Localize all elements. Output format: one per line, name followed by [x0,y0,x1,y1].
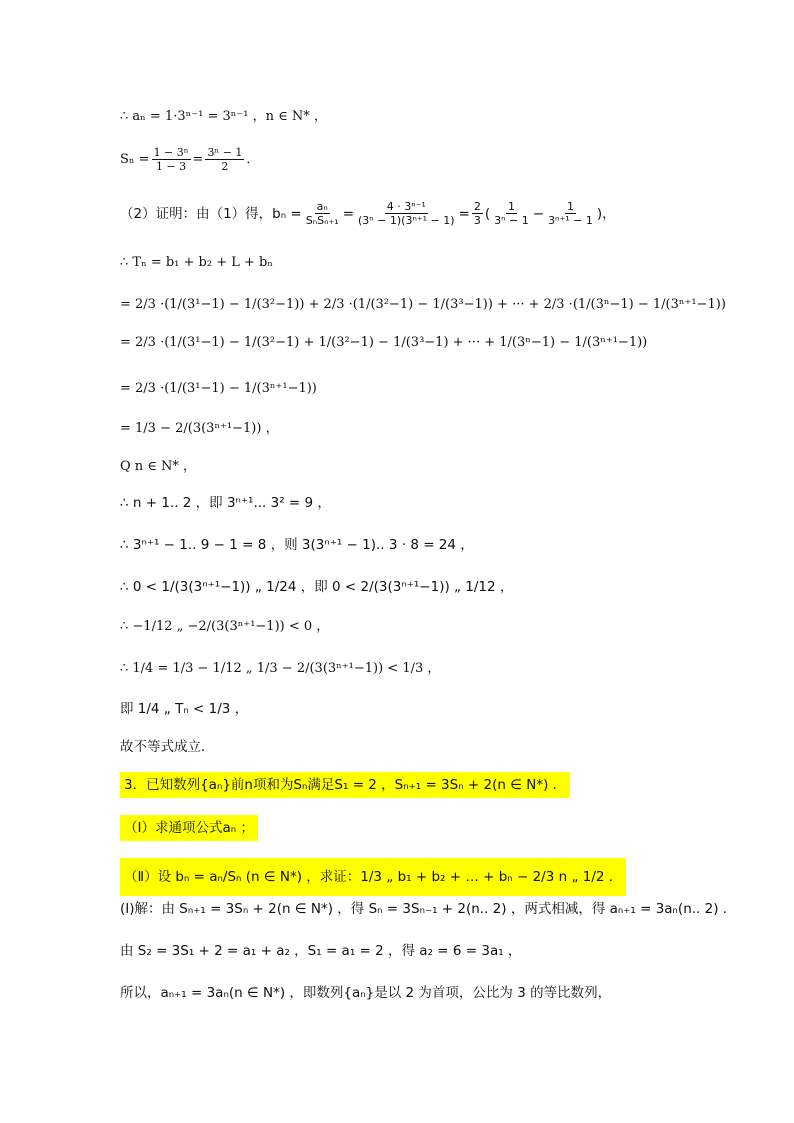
fraction [492,200,531,227]
paren: ( [484,205,491,222]
formula-text: ∴ 0 < 1/(3(3ⁿ⁺¹−1)) „ 1/24 ，即 0 < 2/(3(3ⁿ⁺¹−1)) „ 1/12 ， [120,579,514,595]
fraction-denominator: 3ⁿ − 1 [494,214,529,227]
formula-text: ∴ Tₙ = b₁ + b₂ + L + bₙ [120,255,273,270]
highlighted-text: （Ⅱ）设 bₙ = aₙ/Sₙ (n ∈ N*) ，求证：1/3 „ b₁ + b₂ + … + bₙ − 2/3 n „ 1/2 ． [120,858,626,896]
fraction-numerator: 1 − 3ⁿ [153,146,189,159]
conclusion-text [120,738,215,756]
solution-step-1 [120,900,736,918]
paragraph-text: 所以，aₙ₊₁ = 3aₙ(n ∈ N*) ，即数列{aₙ}是以 2 为首项，公比为 3 的等比数列， [120,985,612,1001]
punctuation: )， [596,205,616,222]
formula-step-1 [120,296,726,314]
formula-step-7 [120,578,513,596]
fraction-numerator: 1 [507,200,515,213]
paragraph-text: (I)解：由 Sₙ₊₁ = 3Sₙ + 2(n ∈ N*) ，得 Sₙ = 3Sₙ₋₁ + 2(n.. 2) ，两式相减，得 aₙ₊₁ = 3aₙ(n.. 2) ． [120,901,737,917]
fraction [152,146,191,173]
fraction-numerator: 4 · 3ⁿ⁻¹ [386,200,426,213]
punctuation: ． [246,151,260,167]
formula-step-6 [120,536,474,554]
formula-text: = 1/3 − 2/(3(3ⁿ⁺¹−1)) ， [120,421,279,436]
fraction [546,200,595,227]
fraction [356,200,457,227]
highlighted-text: 3．已知数列{aₙ}前n项和为Sₙ满足S₁ = 2 ，Sₙ₊₁ = 3Sₙ + 2(n ∈ N*) ． [120,772,570,798]
fraction-numerator: 1 [566,200,574,213]
formula-text: ∴ 1/4 = 1/3 − 1/12 „ 1/3 − 2/(3(3ⁿ⁺¹−1)) < 1/3 ， [120,661,441,676]
formula-step-8 [120,618,329,636]
formula-step-2 [120,334,647,352]
formula-step-5 [120,494,331,512]
fraction-numerator: aₙ [316,200,328,213]
formula-tn [120,254,273,272]
solution-step-2 [120,942,521,960]
problem-3-part-1 [120,815,258,841]
fraction-denominator: 1 − 3 [155,160,187,173]
formula-text: = 2/3 ·(1/(3¹−1) − 1/(3ⁿ⁺¹−1)) [120,381,317,396]
formula-text: = 2/3 ·(1/(3¹−1) − 1/(3²−1)) + 2/3 ·(1/(3²−1) − 1/(3³−1)) + ··· + 2/3 ·(1/(3ⁿ−1) − 1/(3ⁿ⁺¹−1)) [120,297,726,312]
formula-text: ∴ aₙ = 1·3ⁿ⁻¹ = 3ⁿ⁻¹ ，n ∈ N* ， [120,109,327,124]
fraction-denominator: SₙSₙ₊₁ [305,214,339,227]
equals-sign: = [458,205,470,222]
proof-part-2 [120,200,616,227]
highlighted-text: （Ⅰ）求通项公式aₙ ； [120,815,258,841]
formula-text: = 2/3 ·(1/(3¹−1) − 1/(3²−1) + 1/(3²−1) − 1/(3³−1) + ··· + 1/(3ⁿ−1) − 1/(3ⁿ⁺¹−1)) [120,335,648,350]
solution-step-3 [120,984,611,1002]
formula-sn [120,146,259,173]
fraction [205,146,244,173]
fraction [472,200,483,227]
formula-step-3 [120,380,317,398]
proof-label: （2）证明：由（1）得，bₙ = [120,205,302,222]
problem-3-statement [120,772,570,798]
fraction-numerator: 2 [473,200,481,213]
equals-sign: = [192,151,204,167]
fraction-denominator: 2 [221,160,229,173]
formula-condition [120,458,196,476]
formula-step-4 [120,420,279,438]
paragraph-text: 由 S₂ = 3S₁ + 2 = a₁ + a₂ ，S₁ = a₁ = 2 ，得 a₂ = 6 = 3a₁ ， [120,943,522,959]
formula-lhs: Sₙ = [120,151,150,167]
fraction-denominator: (3ⁿ − 1)(3ⁿ⁺¹ − 1) [358,214,455,227]
problem-3-part-2 [120,858,626,896]
formula-text: 即 1/4 „ Tₙ < 1/3 ， [120,701,249,717]
equals-sign: = [342,205,354,222]
formula-text: ∴ 3ⁿ⁺¹ − 1.. 9 − 1 = 8 ，则 3(3ⁿ⁺¹ − 1).. 3 · 8 = 24 ， [120,537,474,553]
fraction-numerator: 3ⁿ − 1 [207,146,243,159]
fraction [304,200,341,227]
paragraph-text: 故不等式成立． [120,739,215,755]
fraction-denominator: 3ⁿ⁺¹ − 1 [548,214,593,227]
formula-an [120,108,327,126]
minus-sign: − [532,205,545,222]
formula-text: Q n ∈ N* ， [120,459,197,474]
formula-conclusion [120,700,248,718]
formula-text: ∴ n + 1.. 2 ，即 3ⁿ⁺¹... 3² = 9 ， [120,495,331,511]
fraction-denominator: 3 [473,214,481,227]
formula-step-9 [120,660,440,678]
formula-text: ∴ −1/12 „ −2/(3(3ⁿ⁺¹−1)) < 0 ， [120,619,330,634]
